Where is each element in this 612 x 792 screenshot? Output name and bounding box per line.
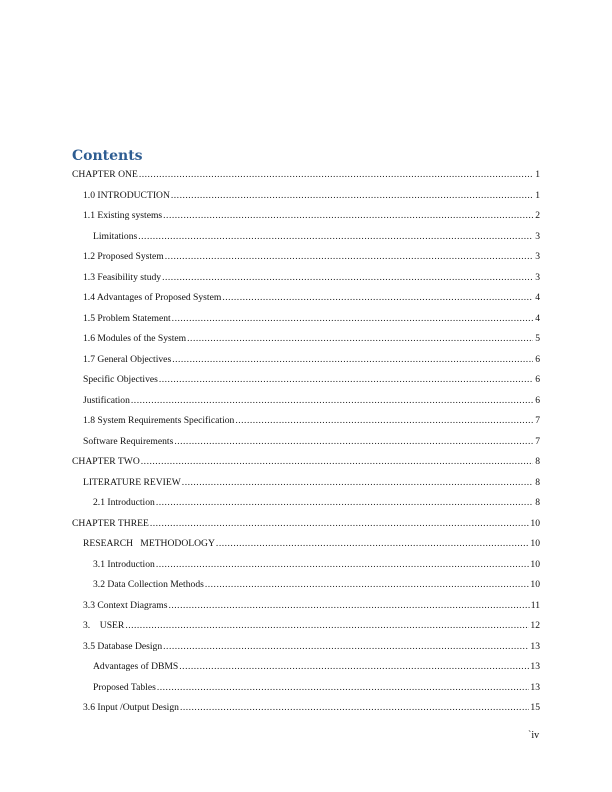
toc-entry[interactable] [83,312,540,326]
toc-entry-page: 5 [535,333,540,344]
toc-leader [156,496,533,510]
toc-leader [182,476,533,490]
toc-entry-page: 8 [535,456,540,467]
toc-leader [141,455,533,469]
toc-entry-label: Specific Objectives [83,374,158,385]
toc-entry-page: 7 [535,415,540,426]
toc-entry-page: 4 [535,292,540,303]
toc-entry[interactable] [83,414,540,428]
toc-entry[interactable] [83,599,540,613]
toc-leader [235,414,533,428]
toc-leader [171,189,533,203]
toc-entry-label: 3.2 Data Collection Methods [93,579,204,590]
toc-entry-page: 10 [530,518,540,529]
page-title: Contents [72,148,143,164]
toc-entry-label: CHAPTER THREE [72,518,149,529]
toc-entry-label: 1.4 Advantages of Proposed System [83,292,222,303]
toc-leader [222,291,533,305]
toc-entry[interactable] [83,271,540,285]
toc-entry-label: 1.8 System Requirements Specification [83,415,235,426]
toc-leader [172,353,533,367]
toc-entry[interactable] [83,619,540,633]
toc-entry-label: 1.0 INTRODUCTION [83,190,170,201]
toc-entry-page: 1 [535,169,540,180]
toc-entry[interactable] [72,455,540,469]
toc-leader [138,230,533,244]
toc-entry-label: RESEARCH METHODOLOGY [83,538,215,549]
toc-leader [125,619,529,633]
toc-entry-label: Software Requirements [83,436,174,447]
toc-entry-page: 10 [530,579,540,590]
toc-entry-page: 13 [530,682,540,693]
toc-entry[interactable] [83,640,540,654]
toc-leader [165,250,533,264]
toc-entry-label: 3. USER [83,620,125,631]
toc-entry-page: 4 [535,313,540,324]
toc-entry-label: CHAPTER ONE [72,169,138,180]
toc-entry-page: 15 [530,702,540,713]
toc-leader [163,209,533,223]
toc-entry[interactable] [93,681,540,695]
toc-leader [163,640,529,654]
toc-entry-page: 13 [530,641,540,652]
toc-entry-page: 6 [535,354,540,365]
toc-entry-label: 3.1 Introduction [93,559,155,570]
toc-entry-page: 7 [535,436,540,447]
toc-entry-label: 3.5 Database Design [83,641,163,652]
toc-entry[interactable] [93,578,540,592]
toc-entry-page: 8 [535,497,540,508]
toc-entry-label: 1.1 Existing systems [83,210,163,221]
toc-leader [187,332,533,346]
toc-entry-page: 6 [535,374,540,385]
toc-entry-label: 1.6 Modules of the System [83,333,187,344]
toc-entry[interactable] [83,701,540,715]
toc-leader [157,681,530,695]
toc-entry-label: 3.3 Context Diagrams [83,600,168,611]
toc-entry[interactable] [83,476,540,490]
toc-entry[interactable] [83,394,540,408]
toc-entry-page: 11 [530,600,540,611]
toc-leader [205,578,530,592]
toc-entry[interactable] [93,558,540,572]
toc-entry[interactable] [83,209,540,223]
toc-entry[interactable] [83,332,540,346]
toc-entry-page: 6 [535,395,540,406]
toc-entry-label: 1.3 Feasibility study [83,272,162,283]
toc-entry[interactable] [83,435,540,449]
toc-entry-label: CHAPTER TWO [72,456,140,467]
toc-entry-label: 1.2 Proposed System [83,251,164,262]
toc-leader [216,537,529,551]
toc-entry-label: Advantages of DBMS [93,661,179,672]
toc-entry-label: 3.6 Input /Output Design [83,702,179,713]
toc-leader [159,373,533,387]
toc-entry[interactable] [72,168,540,182]
toc-entry-label: 2.1 Introduction [93,497,155,508]
toc-entry-label: LITERATURE REVIEW [83,477,181,488]
toc-entry-page: 1 [535,190,540,201]
toc-leader [180,701,529,715]
toc-entry[interactable] [93,660,540,674]
toc-entry-page: 10 [530,559,540,570]
toc-entry-label: 1.5 Problem Statement [83,313,171,324]
toc-entry[interactable] [83,353,540,367]
toc-entry[interactable] [93,496,540,510]
toc-entry-page: 3 [535,272,540,283]
toc-entry[interactable] [83,537,540,551]
toc-entry-label: Limitations [93,231,138,242]
toc-entry-page: 3 [535,231,540,242]
toc-entry-page: 12 [530,620,540,631]
toc-leader [150,517,530,531]
toc-leader [172,312,533,326]
toc-entry-label: 1.7 General Objectives [83,354,172,365]
toc-entry[interactable] [83,250,540,264]
toc-entry[interactable] [83,373,540,387]
toc-entry[interactable] [83,291,540,305]
toc-entry[interactable] [72,517,540,531]
toc-entry-label: Justification [83,395,130,406]
toc-leader [179,660,529,674]
toc-leader [168,599,529,613]
toc-entry[interactable] [83,189,540,203]
toc-entry-page: 8 [535,477,540,488]
toc-entry-page: 13 [530,661,540,672]
toc-entry-label: Proposed Tables [93,682,156,693]
toc-leader [131,394,533,408]
toc-entry-page: 2 [535,210,540,221]
toc-entry-page: 3 [535,251,540,262]
toc-leader [139,168,533,182]
toc-entry[interactable] [93,230,540,244]
toc-leader [162,271,533,285]
page-number: `iv [528,730,540,741]
toc-leader [174,435,533,449]
toc-entry-page: 10 [530,538,540,549]
toc-leader [156,558,530,572]
